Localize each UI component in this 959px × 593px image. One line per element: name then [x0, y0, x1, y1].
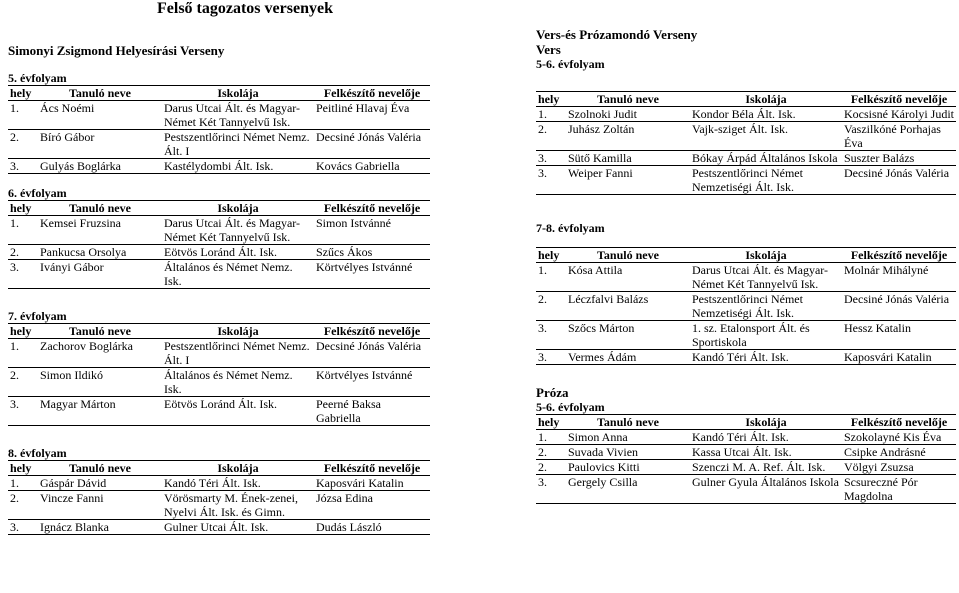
table-row	[8, 245, 430, 260]
column-header-name: Tanuló neve	[566, 248, 690, 263]
teacher-cell: Dudás László	[314, 520, 430, 535]
school-cell: Gulner Utcai Ált. Isk.	[162, 520, 314, 535]
place-cell: 2.	[8, 130, 38, 159]
column-header-teacher: Felkészítő nevelője	[842, 248, 956, 263]
school-cell: Eötvös Loránd Ált. Isk.	[162, 397, 314, 426]
table-row	[8, 491, 430, 520]
spelling-competition-column	[8, 43, 430, 535]
results-table	[536, 91, 956, 195]
table-row	[536, 151, 956, 166]
table-row	[8, 397, 430, 426]
teacher-cell: Kovács Gabriella	[314, 159, 430, 174]
table-row	[8, 101, 430, 130]
school-cell: Kandó Téri Ált. Isk.	[162, 476, 314, 491]
table-header-row	[8, 86, 430, 101]
place-cell: 2.	[536, 460, 566, 475]
table-row	[8, 476, 430, 491]
teacher-cell: Völgyi Zsuzsa	[842, 460, 956, 475]
category-label: Próza	[536, 385, 569, 400]
column-header-teacher: Felkészítő nevelője	[314, 201, 430, 216]
grade-label: 5-6. évfolyam	[536, 57, 605, 71]
results-table	[536, 247, 956, 365]
table-row	[8, 159, 430, 174]
school-cell: 1. sz. Etalonsport Ált. és Sportiskola	[690, 321, 842, 350]
student-name-cell: Szolnoki Judit	[566, 107, 690, 122]
place-cell: 1.	[8, 101, 38, 130]
column-header-name: Tanuló neve	[38, 201, 162, 216]
table-row	[536, 263, 956, 292]
table-row	[8, 130, 430, 159]
school-cell: Gulner Gyula Általános Iskola	[690, 475, 842, 504]
place-cell: 1.	[8, 216, 38, 245]
table-row	[536, 445, 956, 460]
place-cell: 3.	[8, 520, 38, 535]
school-cell: Általános és Német Nemz. Isk.	[162, 260, 314, 289]
column-header-school: Iskolája	[690, 92, 842, 107]
results-table	[8, 85, 430, 174]
student-name-cell: Pankucsa Orsolya	[38, 245, 162, 260]
teacher-cell: Csipke Andrásné	[842, 445, 956, 460]
teacher-cell: Decsiné Jónás Valéria	[314, 339, 430, 368]
teacher-cell: Peerné Baksa Gabriella	[314, 397, 430, 426]
table-row	[8, 368, 430, 397]
teacher-cell: Körtvélyes Istvánné	[314, 368, 430, 397]
column-header-place: hely	[8, 201, 38, 216]
column-header-teacher: Felkészítő nevelője	[842, 92, 956, 107]
table-row	[536, 475, 956, 504]
student-name-cell: Kemsei Fruzsina	[38, 216, 162, 245]
school-cell: Bókay Árpád Általános Iskola	[690, 151, 842, 166]
column-header-teacher: Felkészítő nevelője	[314, 461, 430, 476]
student-name-cell: Ignácz Blanka	[38, 520, 162, 535]
column-header-school: Iskolája	[690, 415, 842, 430]
school-cell: Kandó Téri Ált. Isk.	[690, 350, 842, 365]
place-cell: 2.	[8, 368, 38, 397]
school-cell: Kassa Utcai Ált. Isk.	[690, 445, 842, 460]
student-name-cell: Weiper Fanni	[566, 166, 690, 195]
grade-section	[8, 186, 430, 289]
column-header-teacher: Felkészítő nevelője	[842, 415, 956, 430]
school-cell: Pestszentlőrinci Német Nemz. Ált. I	[162, 130, 314, 159]
student-name-cell: Simon Anna	[566, 430, 690, 445]
competition-title: Simonyi Zsigmond Helyesírási Verseny	[8, 43, 225, 58]
teacher-cell: Decsiné Jónás Valéria	[842, 292, 956, 321]
category-label: Vers	[536, 42, 561, 57]
table-row	[536, 292, 956, 321]
column-header-place: hely	[536, 415, 566, 430]
place-cell: 2.	[8, 245, 38, 260]
table-header-row	[8, 324, 430, 339]
school-cell: Vörösmarty M. Ének-zenei, Nyelvi Ált. Isk. és Gimn.	[162, 491, 314, 520]
table-row	[8, 260, 430, 289]
grade-label: 7. évfolyam	[8, 309, 67, 323]
teacher-cell: Körtvélyes Istvánné	[314, 260, 430, 289]
grade-label: 8. évfolyam	[8, 446, 67, 460]
student-name-cell: Suvada Vivien	[566, 445, 690, 460]
teacher-cell: Vaszilkóné Porhajas Éva	[842, 122, 956, 151]
place-cell: 2.	[8, 491, 38, 520]
grade-section	[8, 309, 430, 426]
teacher-cell: Decsiné Jónás Valéria	[314, 130, 430, 159]
student-name-cell: Zachorov Boglárka	[38, 339, 162, 368]
place-cell: 3.	[536, 475, 566, 504]
place-cell: 3.	[8, 260, 38, 289]
school-cell: Vajk-sziget Ált. Isk.	[690, 122, 842, 151]
teacher-cell: Decsiné Jónás Valéria	[842, 166, 956, 195]
student-name-cell: Simon Ildikó	[38, 368, 162, 397]
teacher-cell: Szokolayné Kis Éva	[842, 430, 956, 445]
student-name-cell: Juhász Zoltán	[566, 122, 690, 151]
grade-section	[8, 446, 430, 535]
school-cell: Szenczi M. A. Ref. Ált. Isk.	[690, 460, 842, 475]
column-header-teacher: Felkészítő nevelője	[314, 324, 430, 339]
column-header-name: Tanuló neve	[566, 92, 690, 107]
student-name-cell: Gergely Csilla	[566, 475, 690, 504]
school-cell: Általános és Német Nemz. Isk.	[162, 368, 314, 397]
student-name-cell: Kósa Attila	[566, 263, 690, 292]
table-row	[536, 321, 956, 350]
teacher-cell: Hessz Katalin	[842, 321, 956, 350]
table-row	[536, 166, 956, 195]
student-name-cell: Gulyás Boglárka	[38, 159, 162, 174]
place-cell: 1.	[536, 263, 566, 292]
school-cell: Darus Utcai Ált. és Magyar-Német Két Tannyelvű Isk.	[162, 101, 314, 130]
column-header-name: Tanuló neve	[38, 461, 162, 476]
column-header-teacher: Felkészítő nevelője	[314, 86, 430, 101]
place-cell: 1.	[536, 107, 566, 122]
place-cell: 2.	[536, 292, 566, 321]
place-cell: 1.	[8, 476, 38, 491]
table-header-row	[8, 201, 430, 216]
student-name-cell: Ács Noémi	[38, 101, 162, 130]
place-cell: 3.	[536, 350, 566, 365]
competition-title: Vers-és Prózamondó Verseny	[536, 27, 698, 42]
school-cell: Darus Utcai Ált. és Magyar-Német Két Tannyelvű Isk.	[162, 216, 314, 245]
table-row	[536, 122, 956, 151]
table-row	[536, 107, 956, 122]
grade-section	[8, 71, 430, 174]
grade-label: 6. évfolyam	[8, 186, 67, 200]
teacher-cell: Simon Istvánné	[314, 216, 430, 245]
column-header-school: Iskolája	[162, 324, 314, 339]
grade-label: 5. évfolyam	[8, 71, 67, 85]
teacher-cell: Józsa Edina	[314, 491, 430, 520]
place-cell: 3.	[8, 159, 38, 174]
results-table	[8, 323, 430, 426]
place-cell: 3.	[8, 397, 38, 426]
results-table	[8, 200, 430, 289]
column-header-place: hely	[8, 461, 38, 476]
table-header-row	[8, 461, 430, 476]
teacher-cell: Scsureczné Pór Magdolna	[842, 475, 956, 504]
page-title: Felső tagozatos versenyek	[157, 0, 333, 17]
table-row	[8, 339, 430, 368]
table-header-row	[536, 92, 956, 107]
student-name-cell: Magyar Márton	[38, 397, 162, 426]
place-cell: 1.	[8, 339, 38, 368]
student-name-cell: Iványi Gábor	[38, 260, 162, 289]
teacher-cell: Peitliné Hlavaj Éva	[314, 101, 430, 130]
column-header-school: Iskolája	[162, 86, 314, 101]
place-cell: 3.	[536, 166, 566, 195]
school-cell: Darus Utcai Ált. és Magyar-Német Két Tannyelvű Isk.	[690, 263, 842, 292]
school-cell: Kastélydombi Ált. Isk.	[162, 159, 314, 174]
column-header-school: Iskolája	[162, 201, 314, 216]
column-header-place: hely	[8, 86, 38, 101]
student-name-cell: Paulovics Kitti	[566, 460, 690, 475]
results-table	[536, 414, 956, 504]
student-name-cell: Szőcs Márton	[566, 321, 690, 350]
column-header-name: Tanuló neve	[566, 415, 690, 430]
teacher-cell: Kocsisné Károlyi Judit	[844, 107, 954, 121]
place-cell: 3.	[536, 151, 566, 166]
teacher-cell: Kaposvári Katalin	[314, 476, 430, 491]
teacher-cell: Suszter Balázs	[842, 151, 956, 166]
table-header-row	[536, 415, 956, 430]
teacher-cell: Kaposvári Katalin	[842, 350, 956, 365]
table-row	[536, 350, 956, 365]
place-cell: 2.	[536, 445, 566, 460]
school-cell: Eötvös Loránd Ált. Isk.	[162, 245, 314, 260]
student-name-cell: Vermes Ádám	[566, 350, 690, 365]
table-row	[536, 430, 956, 445]
table-header-row	[536, 248, 956, 263]
grade-label: 7-8. évfolyam	[536, 221, 605, 235]
results-table	[8, 460, 430, 535]
column-header-school: Iskolája	[690, 248, 842, 263]
teacher-cell: Molnár Mihályné	[842, 263, 956, 292]
place-cell: 1.	[536, 430, 566, 445]
table-row	[8, 520, 430, 535]
column-header-place: hely	[536, 92, 566, 107]
column-header-place: hely	[8, 324, 38, 339]
student-name-cell: Gáspár Dávid	[38, 476, 162, 491]
table-row	[536, 460, 956, 475]
student-name-cell: Sütő Kamilla	[566, 151, 690, 166]
school-cell: Kandó Téri Ált. Isk.	[690, 430, 842, 445]
column-header-place: hely	[536, 248, 566, 263]
table-row	[8, 216, 430, 245]
student-name-cell: Bíró Gábor	[38, 130, 162, 159]
school-cell: Pestszentlőrinci Német Nemz. Ált. I	[162, 339, 314, 368]
grade-label: 5-6. évfolyam	[536, 400, 605, 414]
school-cell: Kondor Béla Ált. Isk.	[690, 107, 842, 122]
recitation-competition-column	[536, 27, 956, 504]
school-cell: Pestszentlőrinci Német Nemzetiségi Ált. Isk.	[690, 166, 842, 195]
student-name-cell: Léczfalvi Balázs	[566, 292, 690, 321]
place-cell: 2.	[536, 122, 566, 151]
column-header-school: Iskolája	[162, 461, 314, 476]
student-name-cell: Vincze Fanni	[38, 491, 162, 520]
school-cell: Pestszentlőrinci Német Nemzetiségi Ált. Isk.	[690, 292, 842, 321]
place-cell: 3.	[536, 321, 566, 350]
teacher-cell: Szűcs Ákos	[314, 245, 430, 260]
column-header-name: Tanuló neve	[38, 324, 162, 339]
column-header-name: Tanuló neve	[38, 86, 162, 101]
